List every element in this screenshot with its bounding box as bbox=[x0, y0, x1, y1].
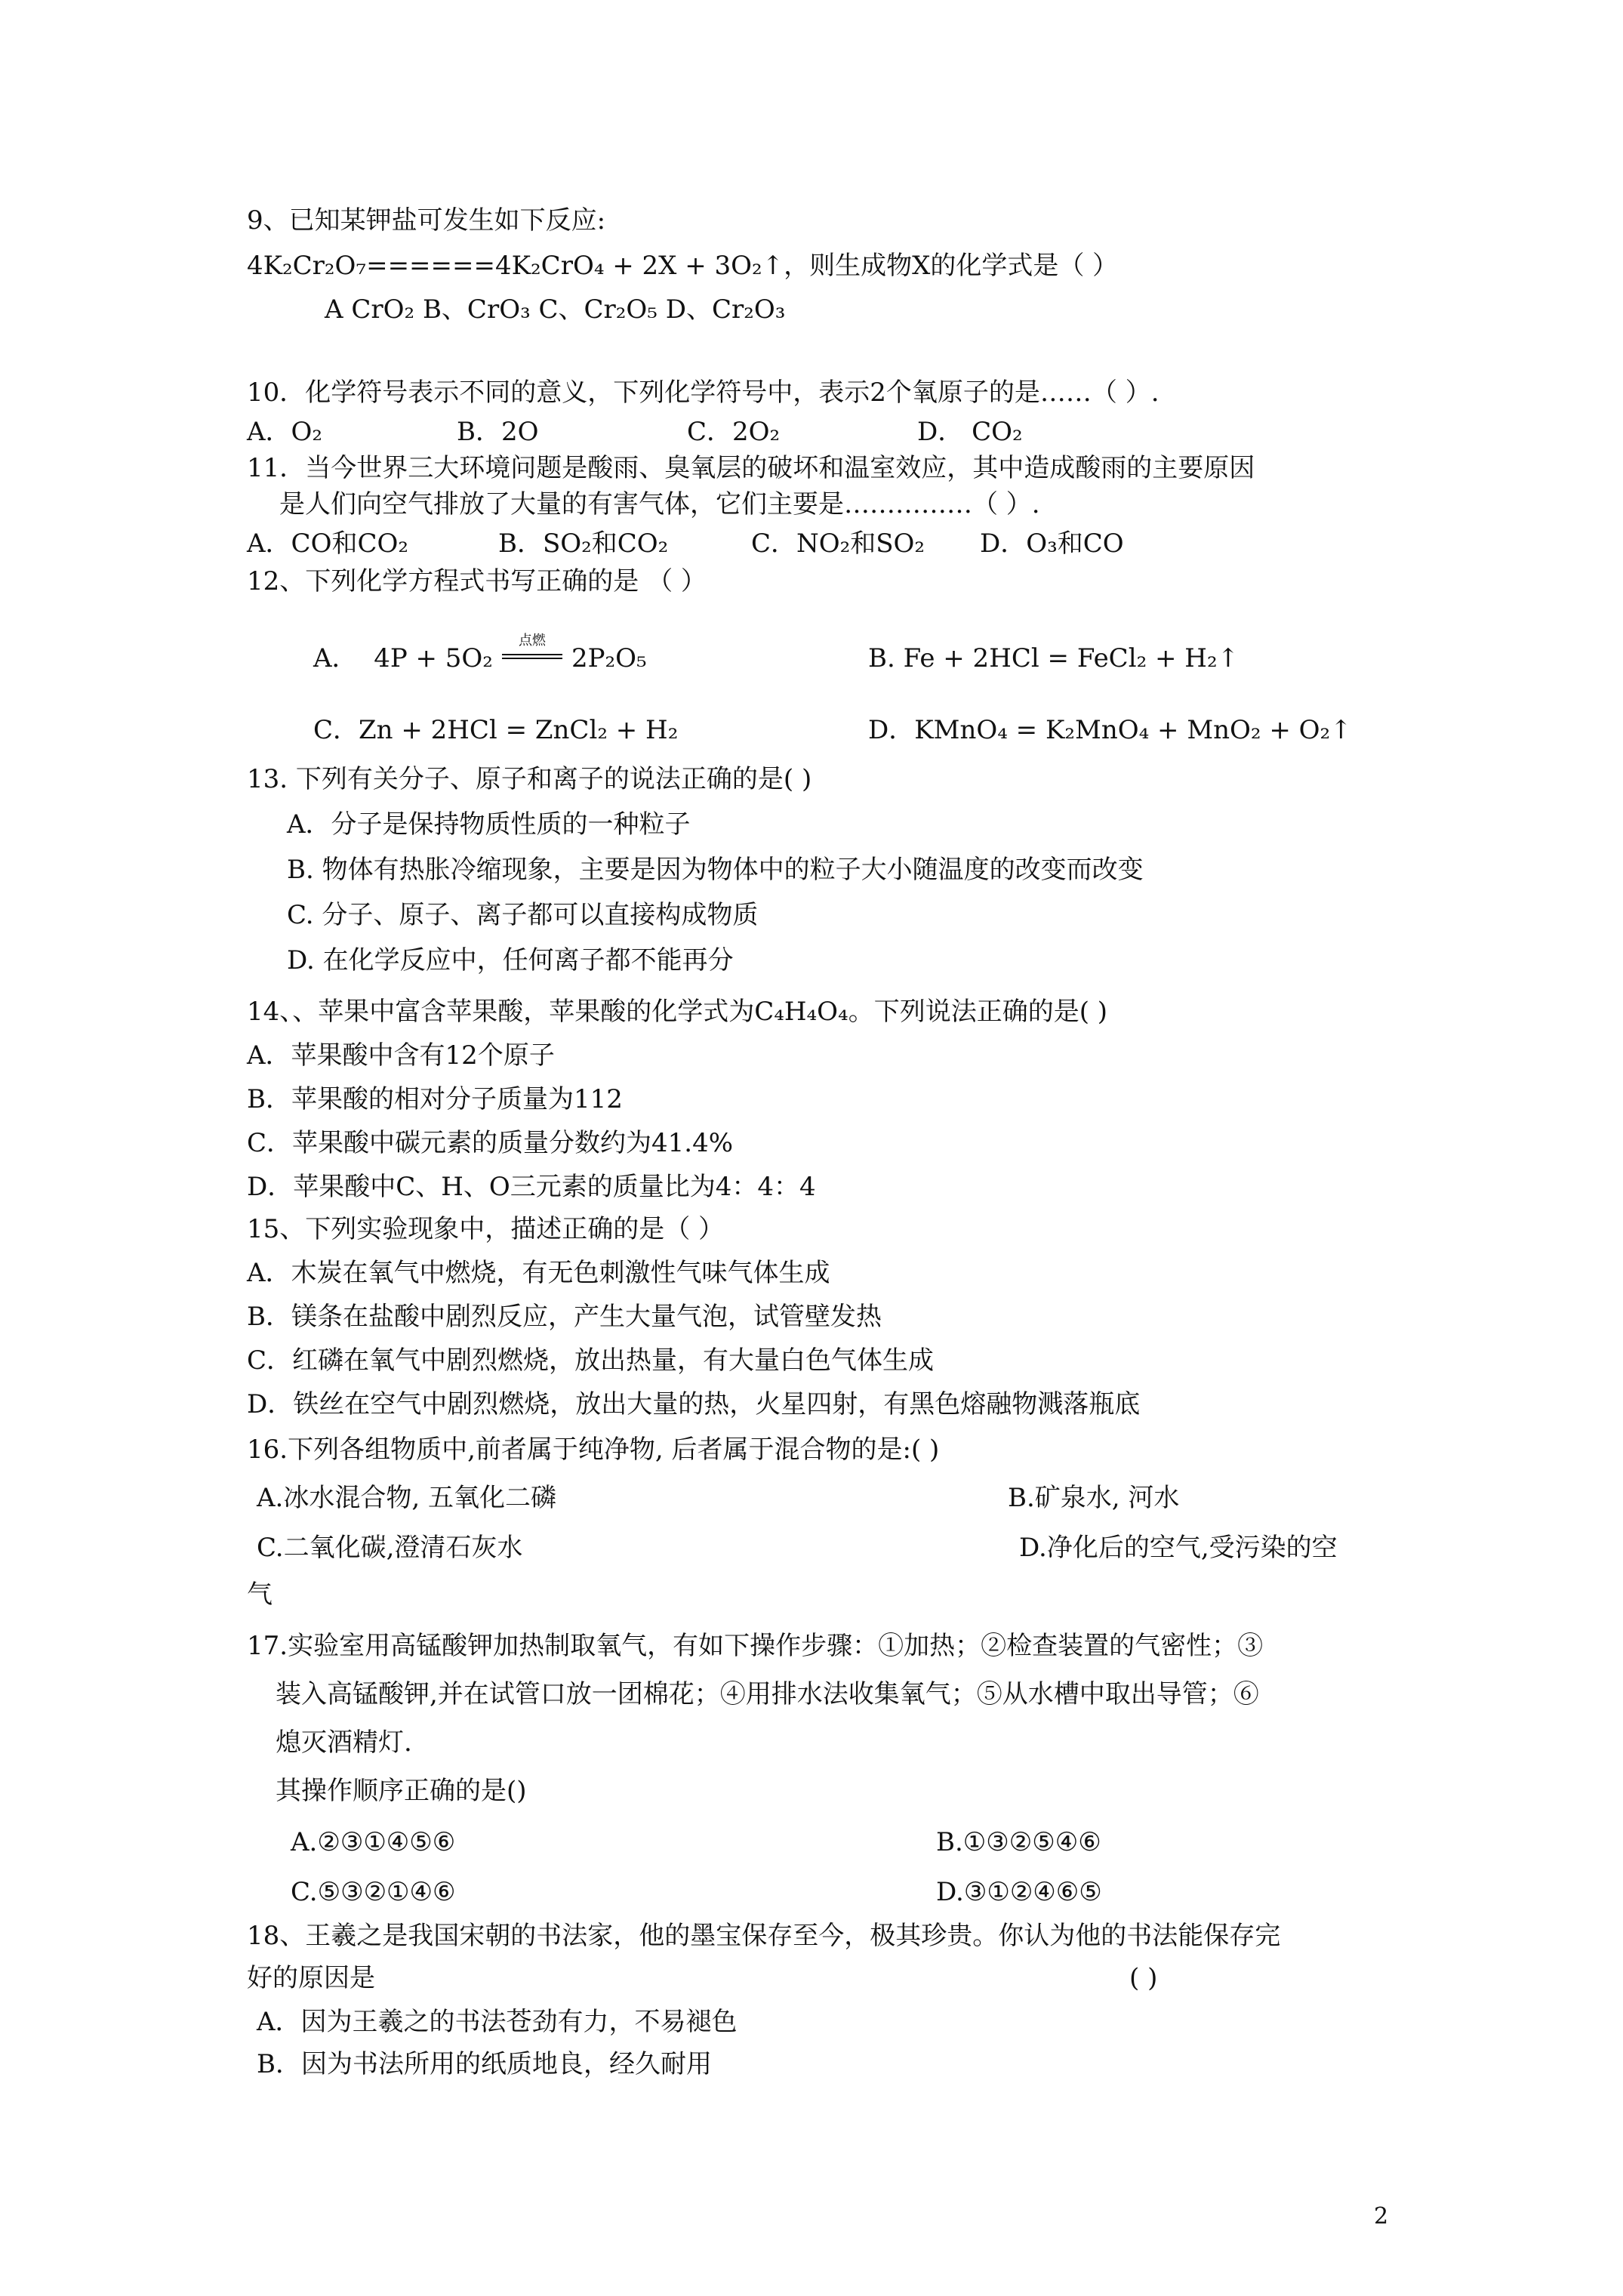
condition-label: 点燃 bbox=[518, 633, 546, 649]
q15-option-b: B．镁条在盐酸中剧烈反应，产生大量气泡，试管壁发热 bbox=[247, 1302, 882, 1332]
q9-question: ，则生成物X的化学式是（ ） bbox=[784, 251, 1119, 281]
q15-option-c: C．红磷在氧气中剧烈燃烧，放出热量，有大量白色气体生成 bbox=[247, 1345, 935, 1376]
q9-arrow: ====== bbox=[366, 251, 496, 281]
reaction-condition-ignite bbox=[497, 633, 567, 675]
q17-option-b: B.①③②⑤④⑥ bbox=[936, 1827, 1101, 1857]
q14-stem: 14、、苹果中富含苹果酸，苹果酸的化学式为C₄H₄O₄。下列说法正确的是( ) bbox=[247, 997, 1108, 1027]
q12-option-b: B. Fe + 2HCl = FeCl₂ + H₂↑ bbox=[868, 643, 1240, 673]
q11-stem-line1: 11．当今世界三大环境问题是酸雨、臭氧层的破坏和温室效应，其中造成酸雨的主要原因 bbox=[247, 453, 1255, 483]
q12-option-a-right: 2P₂O₅ bbox=[571, 643, 647, 673]
q15-option-a: A．木炭在氧气中燃烧，有无色刺激性气味气体生成 bbox=[247, 1258, 830, 1288]
q10-option-d: D． CO₂ bbox=[917, 417, 1023, 447]
q18-option-b: B．因为书法所用的纸质地良，经久耐用 bbox=[257, 2049, 712, 2079]
q17-line4: 其操作顺序正确的是() bbox=[276, 1776, 527, 1806]
page-number: 2 bbox=[1374, 2203, 1389, 2230]
q16-option-c: C.二氧化碳,澄清石灰水 bbox=[257, 1533, 523, 1563]
q14-option-a: A．苹果酸中含有12个原子 bbox=[247, 1040, 555, 1071]
q9-options: A CrO₂ B、CrO₃ C、Cr₂O₅ D、Cr₂O₃ bbox=[325, 294, 786, 325]
q9-products: 4K₂CrO₄ + 2X + 3O₂↑ bbox=[495, 251, 784, 281]
q15-stem: 15、下列实验现象中，描述正确的是（ ） bbox=[247, 1214, 725, 1244]
q13-option-a: A．分子是保持物质性质的一种粒子 bbox=[287, 809, 691, 840]
q17-line2: 装入高锰酸钾,并在试管口放一团棉花；④用排水法收集氧气；⑤从水槽中取出导管；⑥ bbox=[276, 1679, 1259, 1709]
q10-option-b: B．2O bbox=[457, 417, 539, 447]
q17-line1: 17.实验室用高锰酸钾加热制取氧气，有如下操作步骤：①加热；②检查装置的气密性；③ bbox=[247, 1631, 1264, 1661]
q11-option-d: D．O₃和CO bbox=[980, 529, 1124, 559]
q16-option-b: B.矿泉水, 河水 bbox=[1008, 1483, 1180, 1513]
q16-option-d-wrap: 气 bbox=[247, 1579, 273, 1610]
q18-option-a: A．因为王羲之的书法苍劲有力，不易褪色 bbox=[257, 2007, 738, 2037]
q17-option-d: D.③①②④⑥⑤ bbox=[936, 1877, 1102, 1907]
q18-line1: 18、王羲之是我国宋朝的书法家，他的墨宝保存至今，极其珍贵。你认为他的书法能保存完 bbox=[247, 1921, 1281, 1951]
q12-stem: 12、下列化学方程式书写正确的是 （ ） bbox=[247, 566, 707, 596]
q17-option-a: A.②③①④⑤⑥ bbox=[291, 1827, 456, 1857]
q12-option-a bbox=[313, 633, 647, 675]
q17-line3: 熄灭酒精灯. bbox=[276, 1727, 412, 1758]
q11-option-c: C．NO₂和SO₂ bbox=[751, 529, 925, 559]
q13-option-b: B. 物体有热胀冷缩现象，主要是因为物体中的粒子大小随温度的改变而改变 bbox=[287, 855, 1144, 885]
q11-stem-line2: 是人们向空气排放了大量的有害气体，它们主要是……………（ ）. bbox=[279, 489, 1040, 519]
q9-reactant: 4K₂Cr₂O₇ bbox=[247, 251, 367, 281]
q18-answer-paren: ( ) bbox=[1129, 1963, 1158, 1993]
q11-option-a: A．CO和CO₂ bbox=[247, 529, 408, 559]
q14-option-d: D．苹果酸中C、H、O三元素的质量比为4：4：4 bbox=[247, 1172, 816, 1202]
q10-option-c: C．2O₂ bbox=[687, 417, 781, 447]
q16-option-d: D.净化后的空气,受污染的空 bbox=[1019, 1533, 1338, 1563]
q15-option-d: D．铁丝在空气中剧烈燃烧，放出大量的热，火星四射，有黑色熔融物溅落瓶底 bbox=[247, 1389, 1141, 1419]
q9-stem: 9、已知某钾盐可发生如下反应: bbox=[247, 205, 606, 236]
q12-option-c: C．Zn + 2HCl = ZnCl₂ + H₂ bbox=[313, 715, 679, 745]
q10-stem: 10．化学符号表示不同的意义，下列化学符号中，表示2个氧原子的是……（ ）. bbox=[247, 378, 1160, 408]
q14-option-c: C．苹果酸中碳元素的质量分数约为41.4% bbox=[247, 1128, 734, 1158]
q10-option-a: A．O₂ bbox=[247, 417, 323, 447]
q13-option-d: D. 在化学反应中，任何离子都不能再分 bbox=[287, 945, 734, 975]
q18-line2: 好的原因是 bbox=[247, 1963, 375, 1993]
q13-stem: 13. 下列有关分子、原子和离子的说法正确的是( ) bbox=[247, 764, 812, 794]
q13-option-c: C. 分子、原子、离子都可以直接构成物质 bbox=[287, 900, 759, 930]
q17-option-c: C.⑤③②①④⑥ bbox=[291, 1877, 456, 1907]
q16-option-a: A.冰水混合物, 五氧化二磷 bbox=[257, 1483, 556, 1513]
q9-equation bbox=[247, 249, 1118, 282]
q12-option-a-label: A． bbox=[313, 643, 358, 673]
q12-option-d: D．KMnO₄ = K₂MnO₄ + MnO₂ + O₂↑ bbox=[868, 715, 1352, 745]
q16-stem: 16.下列各组物质中,前者属于纯净物, 后者属于混合物的是:( ) bbox=[247, 1435, 940, 1465]
q12-option-a-left: 4P + 5O₂ bbox=[374, 643, 493, 673]
q11-option-b: B．SO₂和CO₂ bbox=[498, 529, 669, 559]
q14-option-b: B．苹果酸的相对分子质量为112 bbox=[247, 1084, 623, 1114]
